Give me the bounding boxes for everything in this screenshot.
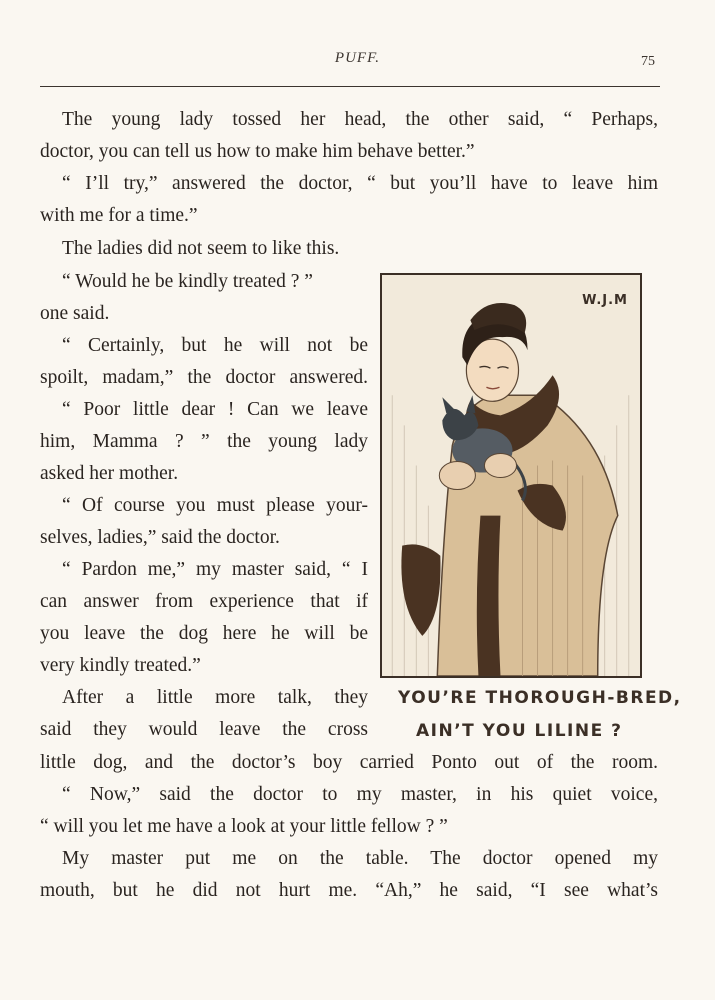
illustration-frame: [380, 273, 642, 678]
text-line: little dog, and the doctor’s boy carried Ponto out of the room.: [40, 752, 658, 773]
text-line: him, Mamma ? ” the young lady: [40, 431, 368, 452]
text-line: “ Certainly, but he will not be: [62, 335, 368, 356]
text-line: very kindly treated.”: [40, 655, 201, 676]
text-line: The ladies did not seem to like this.: [62, 238, 340, 259]
woman-holding-dog-illustration: [382, 275, 640, 676]
running-head: PUFF.: [334, 50, 381, 66]
text-line: doctor, you can tell us how to make him behave better.”: [40, 141, 475, 162]
text-line: My master put me on the table. The doctor opened my: [62, 848, 658, 869]
text-line: “ Of course you must please your-: [62, 495, 368, 516]
illustrator-initials: W.J.M: [582, 293, 628, 308]
text-line: with me for a time.”: [40, 205, 198, 226]
text-line: can answer from experience that if: [40, 591, 368, 612]
page-number: 75: [641, 54, 655, 69]
text-line: “ Pardon me,” my master said, “ I: [62, 559, 368, 580]
text-line: asked her mother.: [40, 463, 179, 484]
text-line: selves, ladies,” said the doctor.: [40, 527, 280, 548]
text-line: “ Now,” said the doctor to my master, in his quiet voice,: [62, 784, 658, 805]
text-line: After a little more talk, they: [62, 687, 368, 708]
text-line: mouth, but he did not hurt me. “Ah,” he said, “I see what’s: [40, 880, 658, 901]
text-line: one said.: [40, 303, 110, 324]
illustration-caption-line2: AIN’T YOU LILINE ?: [416, 721, 623, 741]
text-line: “ Would he be kindly treated ? ”: [62, 271, 313, 292]
text-line: you leave the dog here he will be: [40, 623, 368, 644]
text-line: The young lady tossed her head, the other said, “ Perhaps,: [62, 109, 658, 130]
text-line: “ will you let me have a look at your little fellow ? ”: [40, 816, 448, 837]
text-line: spoilt, madam,” the doctor answered.: [40, 367, 368, 388]
text-line: “ Poor little dear ! Can we leave: [62, 399, 368, 420]
illustration-caption-line1: YOU’RE THOROUGH-BRED,: [398, 688, 682, 708]
text-line: “ I’ll try,” answered the doctor, “ but you’ll have to leave him: [62, 173, 658, 194]
header-rule: [40, 86, 660, 87]
text-line: said they would leave the cross: [40, 719, 368, 740]
